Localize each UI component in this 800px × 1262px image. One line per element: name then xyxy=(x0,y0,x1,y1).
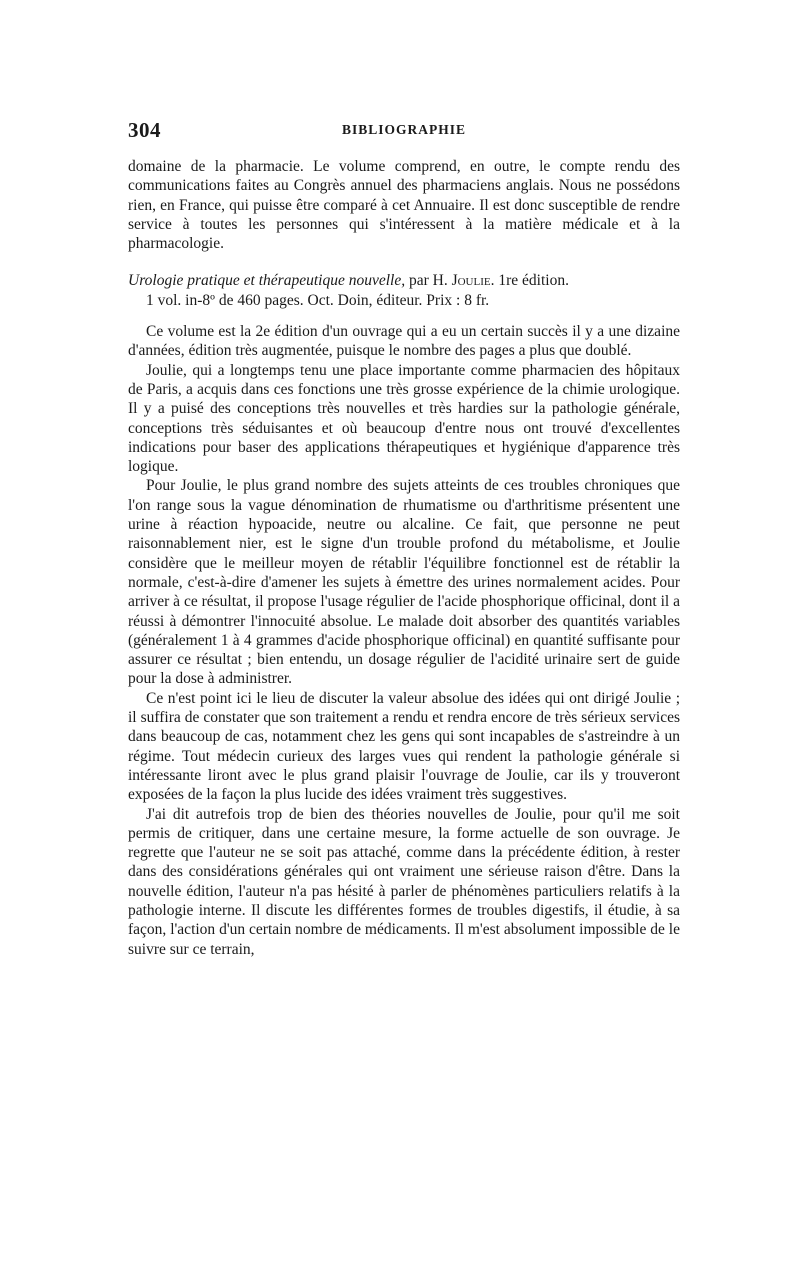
reference-edition: . 1re édition. xyxy=(490,272,569,290)
paragraph: Ce volume est la 2e édition d'un ouvrage qui a eu un certain succès il y a une dizaine d'années, édition très augmentée, puisque le nombre des pages a plus que doublé. xyxy=(128,323,680,360)
paragraph: Pour Joulie, le plus grand nombre des sujets atteints de ces troubles chroniques que l'on range sous la vague dénomination de rhumatisme ou d'arthritisme présentent une urine à réaction hypoacide, neutre ou alcaline. Ce fait, que personne ne peut raisonnablement nier, est le signe d'un trouble profond du métabolisme, et Joulie considère que le meilleur moyen de rétablir l'équilibre fonctionnel est de rétablir la normale, c'est-à-dire d'amener les sujets à émettre des urines normalement acides. Pour arriver à ce résultat, il propose l'usage régulier de l'acide phosphorique officinal, dont il a réussi à démontrer l'innocuité absolue. Le malade doit absorber des quantités variables (généralement 1 à 4 grammes d'acide phosphorique officinal) en quantité suffisante pour assurer ce résultat ; bien entendu, un dosage régulier de l'acidité urinaire sert de guide pour la dose à administrer. xyxy=(128,477,680,688)
reference-details: 1 vol. in-8º de 460 pages. Oct. Doin, éditeur. Prix : 8 fr. xyxy=(146,291,490,309)
page-header xyxy=(128,118,680,144)
paragraph-continued: domaine de la pharmacie. Le volume comprend, en outre, le compte rendu des communications faites au Congrès annuel des pharmaciens anglais. Nous ne possédons rien, en France, qui puisse être comparé à cet Annuaire. Il est donc susceptible de rendre service à toutes les personnes qui s'intéressent à la matière médicale et à la pharmacologie. xyxy=(128,158,680,253)
page-number: 304 xyxy=(128,118,161,142)
reference-line xyxy=(128,271,680,290)
paragraph: Joulie, qui a longtemps tenu une place importante comme pharmacien des hôpitaux de Paris, a acquis dans ces fonctions une très grosse expérience de la chimie urologique. Il y a puisé des conceptions très nouvelles et très hardies sur la pathologie générale, conceptions très séduisantes et où beaucoup d'entre nous ont trouvé d'excellentes indications pour baser des applications thérapeutiques et hygiénique d'apparence très logique. xyxy=(128,361,680,476)
reference-title: Urologie pratique et thérapeutique nouvelle, xyxy=(128,272,406,290)
reference-by: par H. xyxy=(405,272,452,290)
body-text xyxy=(128,157,680,959)
reference-author: Joulie xyxy=(451,272,491,290)
paragraph: Ce n'est point ici le lieu de discuter la valeur absolue des idées qui ont dirigé Joulie ; il suffira de constater que son traitement a rendu et rendra encore de très sérieux services dans beaucoup de cas, notamment chez les gens qui sont incapables de s'astreindre à un régime. Tout médecin curieux des larges vues qui rendent la pathologie générale si intéressante liront avec le plus grand plaisir l'ouvrage de Joulie, car ils y trouveront exposées de la façon la plus lucide des idées vraiment très suggestives. xyxy=(128,689,680,804)
paragraph: J'ai dit autrefois trop de bien des théories nouvelles de Joulie, pour qu'il me soit permis de critiquer, dans une certaine mesure, la forme actuelle de son ouvrage. Je regrette que l'auteur ne se soit pas attaché, comme dans la précédente édition, à rester dans des considérations générales qui ont vraiment une sérieuse raison d'être. Dans la nouvelle édition, l'auteur n'a pas hésité à parler de phénomènes particuliers relatifs à la pathologie interne. Il discute les différentes formes de troubles digestifs, il étudie, à sa façon, l'action d'un certain nombre de médicaments. Il m'est absolument impossible de le suivre sur ce terrain, xyxy=(128,805,680,958)
book-reference xyxy=(128,271,680,310)
running-head: BIBLIOGRAPHIE xyxy=(341,122,467,137)
